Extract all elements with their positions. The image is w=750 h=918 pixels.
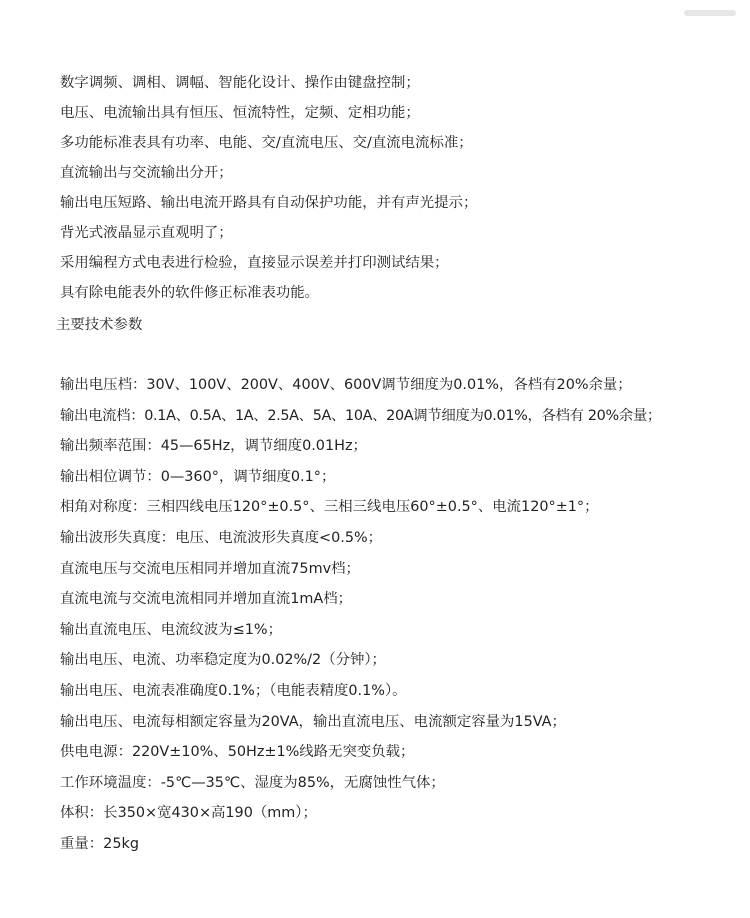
param-item: 供电电源：220V±10%、50Hz±1%线路无突变负载； [60,744,415,761]
feature-list [60,74,740,314]
param-item: 直流电压与交流电压相同并增加直流75mv档； [60,560,360,577]
section-title: 主要技术参数 [56,317,143,333]
param-item: 工作环境温度：-5℃—35℃、湿度为85%，无腐蚀性气体； [60,774,445,791]
param-item: 输出波形失真度：电压、电流波形失真度<0.5%； [60,529,383,546]
parameter-list [60,376,744,866]
feature-item: 多功能标准表具有功率、电能、交/直流电压、交/直流电流标准； [60,135,473,151]
param-item: 输出电压档：30V、100V、200V、400V、600V调节细度为0.01%，各档有20%余量； [60,377,632,393]
param-item: 输出相位调节：0—360°，调节细度0.1°； [60,468,336,485]
feature-item: 背光式液晶显示直观明了； [60,225,233,241]
param-item: 重量：25kg [60,835,139,852]
top-scroll-marker [684,10,736,16]
param-item: 输出频率范围：45—65Hz，调节细度0.01Hz； [60,438,367,455]
feature-item: 数字调频、调相、调幅、智能化设计、操作由键盘控制； [60,75,420,91]
feature-item: 直流输出与交流输出分开； [60,165,233,181]
param-item: 相角对称度：三相四线电压120°±0.5°、三相三线电压60°±0.5°、电流120°±1°； [60,499,599,516]
param-item: 体积：长350×宽430×高190（mm）； [60,805,317,822]
param-item: 直流电流与交流电流相同并增加直流1mA档； [60,591,353,608]
param-item: 输出电压、电流每相额定容量为20VA，输出直流电压、电流额定容量为15VA； [60,713,566,730]
param-item: 输出电流档：0.1A、0.5A、1A、2.5A、5A、10A、20A调节细度为0.01%，各档有 20%余量； [60,407,661,424]
feature-item: 电压、电流输出具有恒压、恒流特性，定频、定相功能； [60,105,420,121]
param-item: 输出电压、电流表准确度0.1%；（电能表精度0.1%）。 [60,682,407,699]
param-item: 输出电压、电流、功率稳定度为0.02%/2（分钟）； [60,652,386,669]
feature-item: 输出电压短路、输出电流开路具有自动保护功能，并有声光提示； [60,195,478,211]
feature-item: 具有除电能表外的软件修正标准表功能。 [60,285,320,301]
param-item: 输出直流电压、电流纹波为≤1%； [60,621,282,638]
feature-item: 采用编程方式电表进行检验，直接显示误差并打印测试结果； [60,255,449,271]
